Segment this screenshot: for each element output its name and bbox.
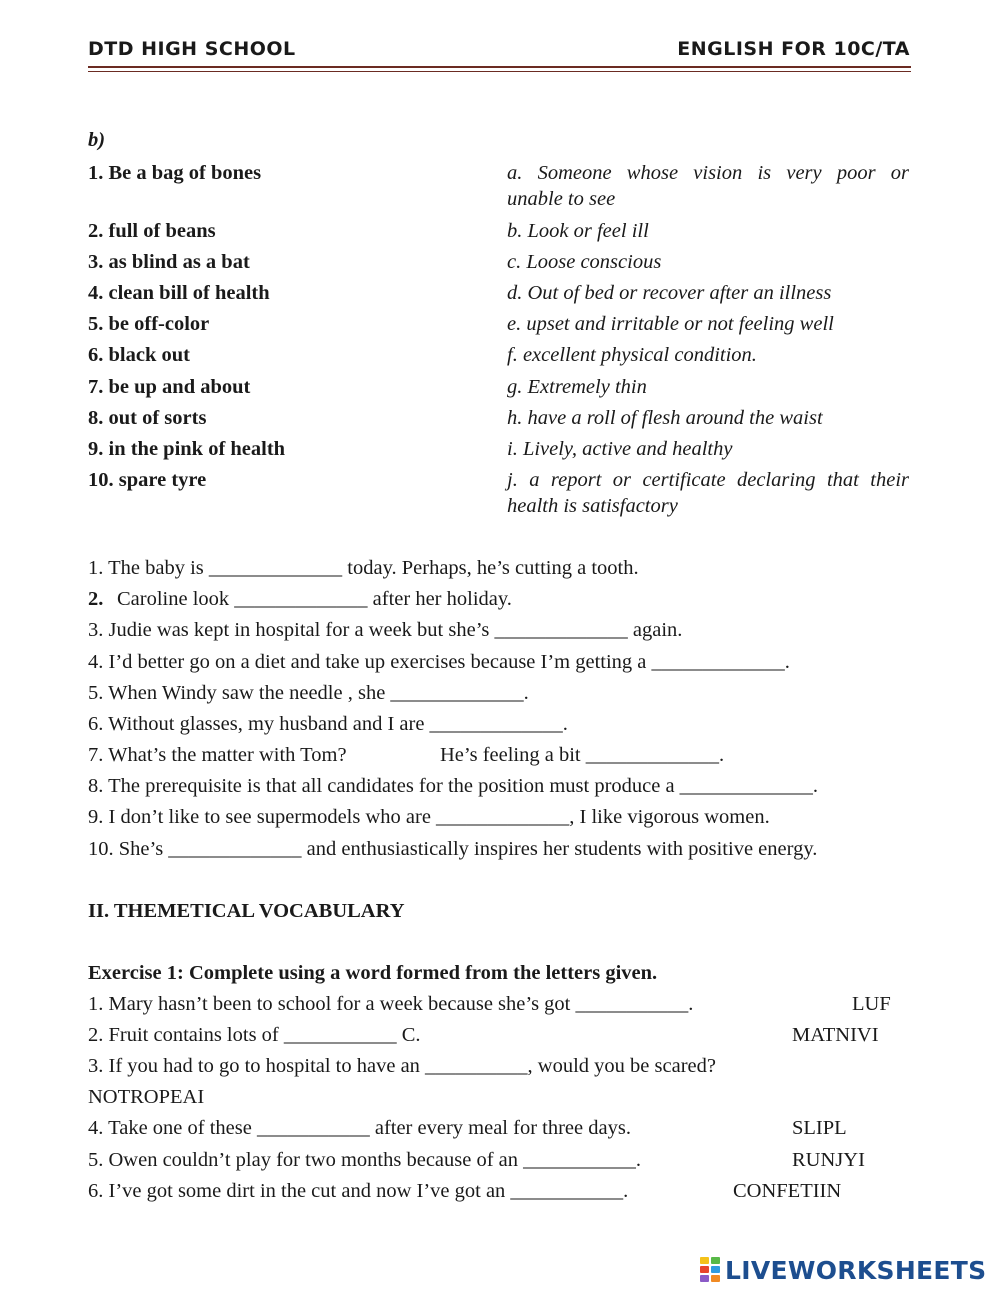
exercise-letters: MATNIVI (792, 1024, 879, 1046)
section-b-label: b) (88, 129, 106, 151)
idiom-item: 3. as blind as a bat (88, 251, 250, 273)
exercise-item: 4. Take one of these ___________ after every meal for three days. (88, 1117, 631, 1139)
exercise-letters: LUF (852, 993, 891, 1015)
idiom-item: 1. Be a bag of bones (88, 162, 262, 184)
definition-item-cont: health is satisfactory (507, 495, 678, 517)
definition-item: e. upset and irritable or not feeling well (507, 313, 834, 335)
definition-item: h. have a roll of flesh around the waist (507, 407, 823, 429)
idiom-item: 9. in the pink of health (88, 438, 286, 460)
definition-item: g. Extremely thin (507, 376, 647, 398)
idiom-item: 7. be up and about (88, 376, 251, 398)
sentence-item: Caroline look _____________ after her holiday. (117, 588, 512, 610)
sentence-item: 4. I’d better go on a diet and take up exercises because I’m getting a _____________. (88, 651, 790, 673)
exercise-item: 2. Fruit contains lots of ___________ C. (88, 1024, 421, 1046)
exercise-item: 1. Mary hasn’t been to school for a week because she’s got ___________. (88, 993, 694, 1015)
liveworksheets-logo[interactable] (700, 1255, 986, 1285)
definition-item: c. Loose conscious (507, 251, 662, 273)
liveworksheets-logo-icon (700, 1257, 722, 1283)
sentence-item: 1. The baby is _____________ today. Perhaps, he’s cutting a tooth. (88, 557, 639, 579)
idiom-item: 2. full of beans (88, 220, 216, 242)
exercise-item: 5. Owen couldn’t play for two months because of an ___________. (88, 1149, 642, 1171)
idiom-item: 10. spare tyre (88, 469, 207, 491)
sentence-item: 5. When Windy saw the needle , she _____________. (88, 682, 529, 704)
sentence-item: 10. She’s _____________ and enthusiastically inspires her students with positive energy. (88, 838, 818, 860)
exercise-item: 3. If you had to go to hospital to have an __________, would you be scared? (88, 1055, 716, 1077)
exercise-title: Exercise 1: Complete using a word formed from the letters given. (88, 962, 658, 984)
header-rule-thin (88, 71, 911, 72)
header-course-name: ENGLISH FOR 10C/TA (677, 38, 910, 60)
definition-item: d. Out of bed or recover after an illness (507, 282, 832, 304)
sentence-item: 7. What’s the matter with Tom? (88, 744, 347, 766)
sentence-item-answer: He’s feeling a bit _____________. (440, 744, 725, 766)
idiom-item: 6. black out (88, 344, 190, 366)
section-title: II. THEMETICAL VOCABULARY (88, 900, 405, 922)
exercise-letters: SLIPL (792, 1117, 847, 1139)
header-school-name: DTD HIGH SCHOOL (88, 38, 296, 60)
definition-item: b. Look or feel ill (507, 220, 649, 242)
idiom-item: 8. out of sorts (88, 407, 207, 429)
sentence-item: 8. The prerequisite is that all candidates for the position must produce a _____________. (88, 775, 819, 797)
exercise-letters: RUNJYI (792, 1149, 865, 1171)
liveworksheets-logo-text: LIVEWORKSHEETS (725, 1255, 987, 1285)
definition-item: a. Someone whose vision is very poor or (507, 162, 909, 184)
definition-item: j. a report or certificate declaring that their (507, 469, 909, 491)
sentence-item: 9. I don’t like to see supermodels who are _____________, I like vigorous women. (88, 806, 770, 828)
sentence-item: 6. Without glasses, my husband and I are _____________. (88, 713, 568, 735)
definition-item: i. Lively, active and healthy (507, 438, 733, 460)
exercise-item: 6. I’ve got some dirt in the cut and now I’ve got an ___________. (88, 1180, 629, 1202)
sentence-number: 2. (88, 588, 104, 610)
idiom-item: 5. be off-color (88, 313, 210, 335)
definition-item: f. excellent physical condition. (507, 344, 757, 366)
exercise-letters: NOTROPEAI (88, 1086, 205, 1108)
header-rule-thick (88, 66, 911, 68)
exercise-letters: CONFETIIN (733, 1180, 842, 1202)
definition-item-cont: unable to see (507, 188, 616, 210)
sentence-item: 3. Judie was kept in hospital for a week but she’s _____________ again. (88, 619, 683, 641)
idiom-item: 4. clean bill of health (88, 282, 270, 304)
